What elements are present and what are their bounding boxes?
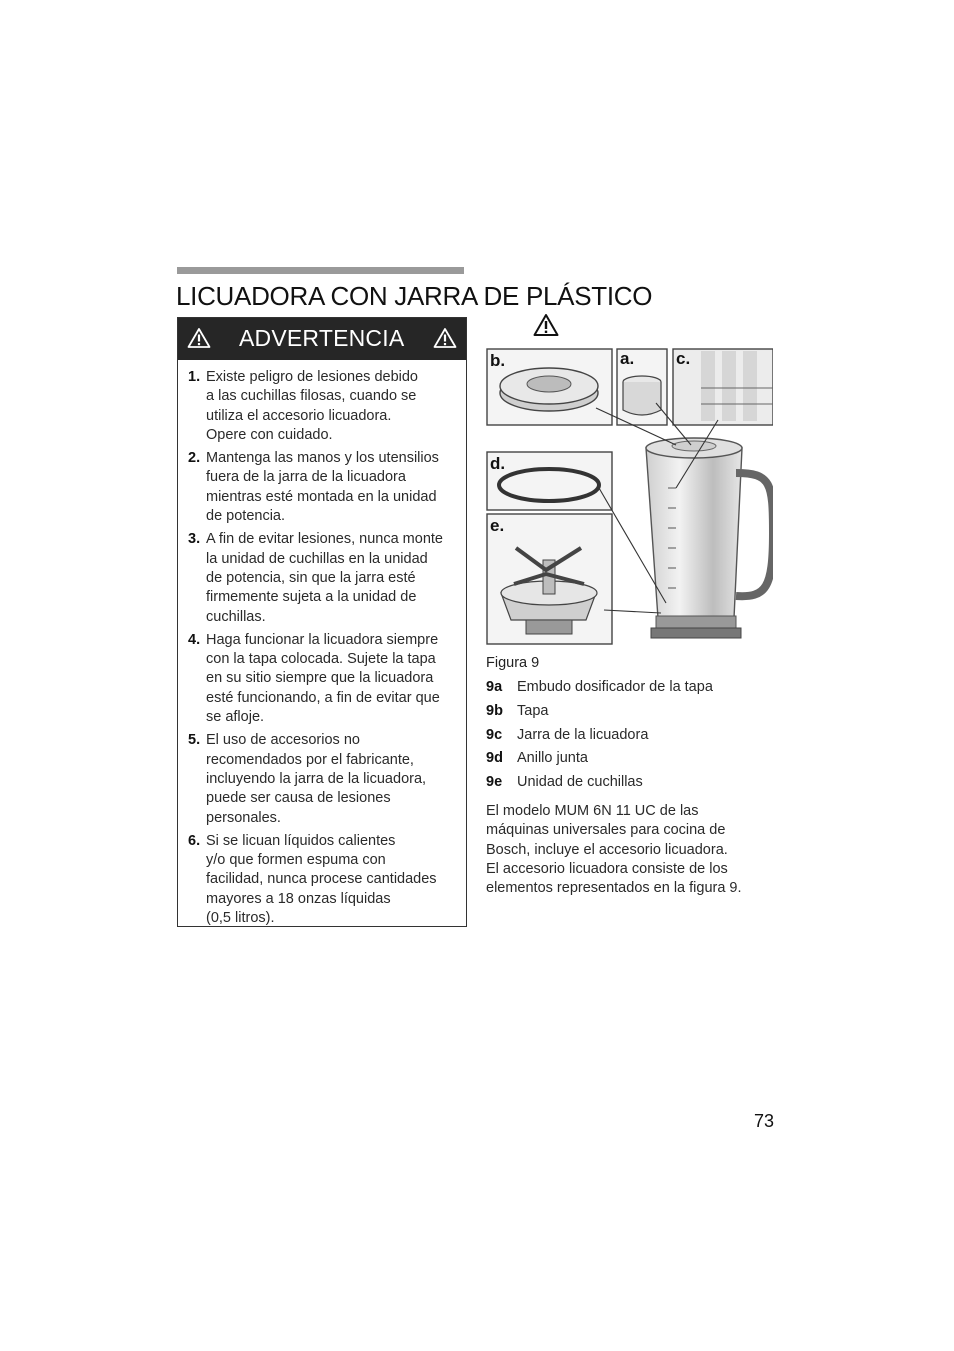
item-text: Existe peligro de lesiones debido a las cuchillas filosas, cuando se utiliza el accesorio licuadora. Opere con cuidado. [206, 369, 418, 443]
item-number: 2. [188, 450, 201, 467]
item-text: El uso de accesorios no recomendados por el fabricante, incluyendo la jarra de la licuadora, puede ser causa de lesiones personales. [206, 732, 427, 826]
legend-item [486, 678, 713, 697]
panel-a-funnel [617, 349, 667, 425]
item-number: 4. [188, 631, 201, 648]
description-paragraph: El modelo MUM 6N 11 UC de las máquinas universales para cocina de Bosch, incluye el accesorio licuadora. El accesorio licuadora consiste de los elementos representados en la figura 9. [486, 803, 742, 897]
legend-label: Anillo junta [517, 750, 588, 767]
legend-item [486, 773, 713, 792]
item-text: Haga funcionar la licuadora siempre con la tapa colocada. Sujete la tapa en su sitio siempre que la licuadora esté funcionando, a fin de evitar que se afloje. [206, 631, 440, 726]
panel-label-b: b. [490, 351, 506, 370]
warning-box [177, 317, 467, 927]
legend-label: Embudo dosificador de la tapa [517, 679, 713, 695]
warning-item [188, 449, 460, 526]
panel-label-d: d. [490, 454, 506, 473]
item-number: 5. [188, 732, 201, 749]
item-number: 1. [188, 369, 201, 385]
jar-illustration [646, 438, 773, 638]
panel-label-a: a. [620, 349, 635, 368]
warning-header [178, 318, 466, 360]
warning-item [188, 832, 460, 928]
figure-caption: Figura 9 [486, 655, 540, 671]
panel-label-c: c. [676, 349, 691, 368]
figure-legend [486, 678, 713, 797]
legend-code: 9b [486, 702, 503, 719]
legend-label: Jarra de la licuadora [517, 726, 649, 743]
legend-code: 9a [486, 679, 503, 695]
panel-b-lid [487, 349, 612, 425]
section-rule [177, 267, 464, 274]
panel-label-e: e. [490, 516, 505, 535]
legend-item [486, 702, 713, 721]
warning-heading: ADVERTENCIA [239, 325, 405, 351]
warning-triangle-icon [187, 327, 211, 349]
legend-item [486, 726, 713, 745]
legend-label: Unidad de cuchillas [517, 774, 643, 791]
item-number: 6. [188, 832, 201, 849]
warning-triangle-icon [533, 313, 559, 337]
warning-item [188, 631, 460, 727]
page-title: LICUADORA CON JARRA DE PLÁSTICO [176, 281, 653, 311]
panel-d-seal [487, 452, 612, 510]
warning-list [178, 360, 466, 928]
warning-item [188, 530, 460, 626]
legend-code: 9d [486, 750, 503, 767]
item-text: Si se licuan líquidos calientes y/o que formen espuma con facilidad, nunca procese cantidades mayores a 18 onzas líquidas (0,5 litros). [206, 832, 437, 927]
item-text: Mantenga las manos y los utensilios fuera de la jarra de la licuadora mientras esté montada en la unidad de potencia. [206, 450, 439, 525]
warning-item [188, 731, 460, 827]
item-text: A fin de evitar lesiones, nunca monte la unidad de cuchillas en la unidad de potencia, sin que la jarra esté firmemente sujeta a la unidad de cuchillas. [206, 531, 443, 625]
legend-item [486, 749, 713, 768]
page-number: 73 [754, 1111, 775, 1131]
panel-c-scale [673, 349, 773, 425]
blender-figure [486, 348, 773, 646]
warning-item [188, 368, 460, 445]
legend-code: 9e [486, 774, 503, 791]
panel-e-blade-unit [487, 514, 612, 644]
warning-triangle-icon [433, 327, 457, 349]
legend-label: Tapa [517, 702, 549, 719]
legend-code: 9c [486, 726, 503, 743]
item-number: 3. [188, 531, 201, 548]
